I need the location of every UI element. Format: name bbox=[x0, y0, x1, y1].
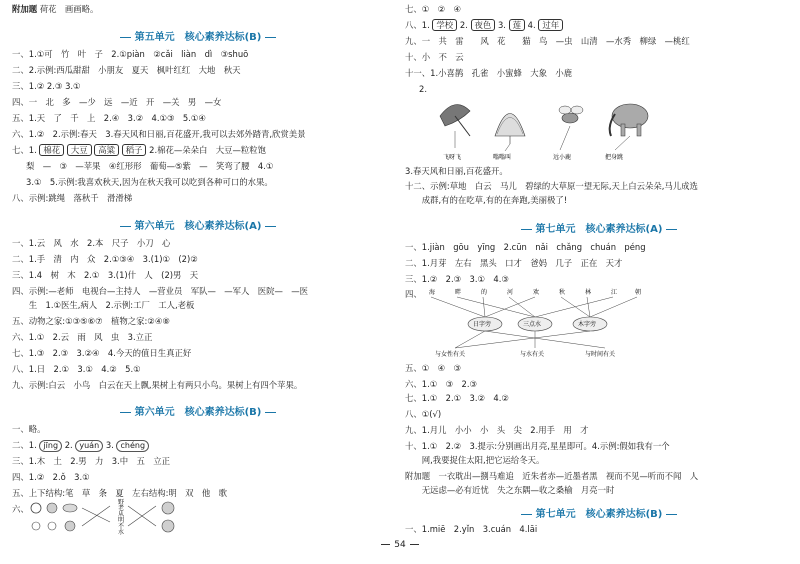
pinyin-box: chéng bbox=[116, 440, 149, 452]
section-title-7a: 第七单元 核心素养达标(A) bbox=[405, 220, 793, 235]
fujia-top: 附加题 荷花 画画略。 bbox=[12, 4, 99, 14]
page-number: 54 bbox=[0, 540, 800, 550]
answer-line: 八、1.日 2.① 3.① 4.② 5.① bbox=[12, 364, 141, 374]
answer-box: 夜色 bbox=[471, 19, 496, 31]
answer-line: 梨 — ③ —苹果 ④红形形 葡萄—⑤紫 — 笑弯了腰 4.① bbox=[26, 161, 274, 171]
animal-label: 飞呀飞 bbox=[443, 154, 462, 161]
answer-line: 六、 bbox=[12, 504, 29, 514]
group-label: 与水有关 bbox=[520, 351, 545, 358]
answer-line: 三、1.② 2.③ 3.① 4.③ bbox=[405, 274, 509, 284]
answer-line: 3.① 5.示例:我喜欢秋天,因为在秋天我可以吃到各种可口的水果。 bbox=[26, 177, 273, 187]
match-word: 野 bbox=[118, 499, 125, 506]
animal-label: 嗡嗡叫 bbox=[493, 154, 512, 161]
animal-figure bbox=[435, 86, 675, 166]
section-title-6b: 第六单元 核心素养达标(B) bbox=[12, 403, 384, 418]
answer-line: 五、上下结构:笔 草 条 夏 左右结构:明 双 他 歌 bbox=[12, 488, 228, 498]
group-label: 与时间有关 bbox=[585, 351, 616, 358]
answer-line: 五、① ④ ③ bbox=[405, 363, 462, 373]
person-icon bbox=[48, 522, 56, 530]
answer-line: 网,我要捉住太阳,把它运给冬天。 bbox=[405, 455, 545, 465]
char-item: 江 bbox=[611, 289, 618, 296]
radical-label: 日字旁 bbox=[473, 321, 492, 328]
char-item: 的 bbox=[481, 289, 488, 296]
answer-line: 四、一 北 多 —少 远 —近 开 —关 男 —女 bbox=[12, 97, 222, 107]
answer-line: 六、1.① 2.云 雨 风 虫 3.立正 bbox=[12, 332, 153, 342]
answer-line: 八、①(√) bbox=[405, 409, 442, 419]
answer-line: 一、1.云 风 水 2.本 尺子 小刀 心 bbox=[12, 238, 171, 248]
char-item: 欢 bbox=[533, 289, 540, 296]
answer-line: 六、1.② 2.示例:春天 3.春天风和日丽,百花盛开,我可以去郊外踏青,欣赏美景 bbox=[12, 129, 306, 139]
matching-figure-left bbox=[26, 498, 206, 536]
answer-line: 九、一 共 雷 风 花 猫 鸟 —虫 山清 —水秀 柳绿 —桃红 bbox=[405, 36, 690, 46]
sun-icon bbox=[31, 503, 41, 513]
group-label: 与女性有关 bbox=[435, 351, 466, 358]
answer-line: 3.春天风和日丽,百花盛开。 bbox=[405, 166, 508, 176]
answer-line: 二、1.手 清 内 众 2.①③④ 3.(1)① (2)② bbox=[12, 254, 198, 264]
answer-line: 九、1.月儿 小小 小 头 尖 2.用手 用 才 bbox=[405, 425, 589, 435]
answer-line: 三、1.木 土 2.男 力 3.中 五 立正 bbox=[12, 456, 170, 466]
answer-line: 一、1.①可 竹 叶 子 2.①piàn ②cǎi liàn dì ③shuō bbox=[12, 49, 249, 59]
animal-label: 远小鹿 bbox=[553, 154, 572, 161]
answer-line-pinyin: 二、1. jīng 2. yuán 3. chéng bbox=[12, 439, 149, 452]
match-word: 明 bbox=[118, 517, 125, 524]
answer-line: 五、1.天 了 千 上 2.④ 3.② 4.①③ 5.①④ bbox=[12, 113, 206, 123]
answer-box: 学校 bbox=[432, 19, 457, 31]
answer-box: 大豆 bbox=[67, 144, 92, 156]
answer-line: 十、小 不 云 bbox=[405, 52, 464, 62]
char-item: 河 bbox=[507, 289, 514, 296]
flower-icon bbox=[162, 520, 174, 532]
radical-label: 三点水 bbox=[523, 321, 542, 328]
answer-box: 过年 bbox=[538, 19, 563, 31]
answer-line: 生 1.①医生,病人 2.示例:工厂 工人,老板 bbox=[12, 300, 195, 310]
char-item: 秋 bbox=[559, 289, 566, 296]
answer-line: 一、略。 bbox=[12, 424, 46, 434]
answer-line: 九、示例:白云 小鸟 白云在天上飘,果树上有两只小鸟。果树上有四个苹果。 bbox=[12, 380, 303, 390]
answer-line: 无远虑—必有近忧 失之东隅—收之桑榆 月亮一时 bbox=[405, 485, 615, 495]
pinyin-box: jīng bbox=[39, 440, 62, 452]
answer-box: 稻子 bbox=[122, 144, 147, 156]
answer-line: 七、1.① 2.① 3.② 4.② bbox=[405, 393, 509, 403]
char-item: 朝 bbox=[635, 289, 642, 296]
answer-line-boxes: 八、1. 学校 2. 夜色 3. 莲 4. 过年 bbox=[405, 19, 563, 31]
answer-line: 六、1.① ③ 2.③ bbox=[405, 379, 478, 389]
answer-line: 四、示例:—老师 电视台—主持人 —营业员 军队— —军人 医院— —医 bbox=[12, 286, 308, 296]
match-word: 老 bbox=[118, 505, 125, 512]
match-word: 从 bbox=[118, 511, 125, 518]
elephant-icon bbox=[610, 104, 648, 136]
answer-line: 七、1.③ 2.③ 3.②④ 4.今天的值日生真正好 bbox=[12, 348, 192, 358]
animal-label: 把身跳 bbox=[605, 154, 624, 161]
char-item: 畔 bbox=[455, 289, 462, 296]
section-title-7b: 第七单元 核心素养达标(B) bbox=[405, 505, 793, 520]
peacock-icon bbox=[495, 114, 525, 145]
section-title-5b: 第五单元 核心素养达标(B) bbox=[12, 28, 384, 43]
answer-line: 二、1.月芽 左右 黑头 口才 爸妈 几子 正在 天才 bbox=[405, 258, 623, 268]
answer-line: 四、 bbox=[405, 289, 422, 299]
person-icon bbox=[32, 522, 40, 530]
ball-icon bbox=[65, 521, 75, 531]
answer-line: 三、1.② 2.③ 3.① bbox=[12, 81, 81, 91]
char-item: 林 bbox=[585, 289, 592, 296]
answer-line: 七、① ② ④ bbox=[405, 4, 462, 14]
answer-box: 莲 bbox=[509, 19, 525, 31]
section-title-6a: 第六单元 核心素养达标(A) bbox=[12, 217, 384, 232]
answer-line: 二、2.示例:西瓜甜甜 小朋友 夏天 枫叶红红 大地 秋天 bbox=[12, 65, 241, 75]
cloud-icon bbox=[63, 504, 77, 512]
answer-line: 四、1.② 2.ǒ 3.① bbox=[12, 472, 90, 482]
answer-line-fujia: 附加题 一衣耽出—捌马难追 近朱者赤—近墨者黑 视而不见—听而不闻 人 bbox=[405, 471, 699, 481]
answer-line: 一、1.jiàn gōu yīng 2.cūn nǎi chǎng chuán péng bbox=[405, 242, 646, 252]
answer-line: 十、1.① 2.② 3.提示:分别画出月亮,星星即可。4.示例:假如我有一个 bbox=[405, 441, 670, 451]
answer-box: 高粱 bbox=[94, 144, 119, 156]
answer-line: 三、1.4 树 木 2.① 3.(1)什 人 (2)男 天 bbox=[12, 270, 199, 280]
answer-line: 2. bbox=[419, 84, 427, 94]
answer-box: 棉花 bbox=[39, 144, 64, 156]
bee-icon bbox=[559, 106, 583, 123]
answer-line: 十二、示例:草地 白云 马儿 碧绿的大草原一望无际,天上白云朵朵,马儿成选 bbox=[405, 181, 698, 191]
answer-line-boxes: 七、1. 棉花 大豆 高粱 稻子 2.棉花—朵朵白 大豆—粒粒饱 bbox=[12, 145, 266, 155]
radical-label: 木字旁 bbox=[578, 321, 597, 328]
answer-line: 成群,有的在吃草,有的在奔跑,美丽极了! bbox=[405, 195, 568, 205]
moon-icon bbox=[47, 503, 57, 513]
match-word: 水 bbox=[118, 529, 125, 536]
char-item: 海 bbox=[429, 289, 436, 296]
answer-line: 十一、1.小喜鹊 孔雀 小蜜蜂 大象 小鹿 bbox=[405, 68, 573, 78]
match-word: 不 bbox=[118, 523, 125, 530]
pinyin-box: yuán bbox=[75, 440, 103, 452]
answer-line: 五、动物之家:①③⑤⑥⑦ 植物之家:②④⑧ bbox=[12, 316, 170, 326]
tree-icon bbox=[162, 502, 174, 514]
answer-line: 一、1.miē 2.yǐn 3.cuán 4.lāi bbox=[405, 524, 538, 534]
radical-matching-figure bbox=[425, 284, 645, 360]
answer-line: 八、示例:跳绳 落秋千 滑滑梯 bbox=[12, 193, 133, 203]
